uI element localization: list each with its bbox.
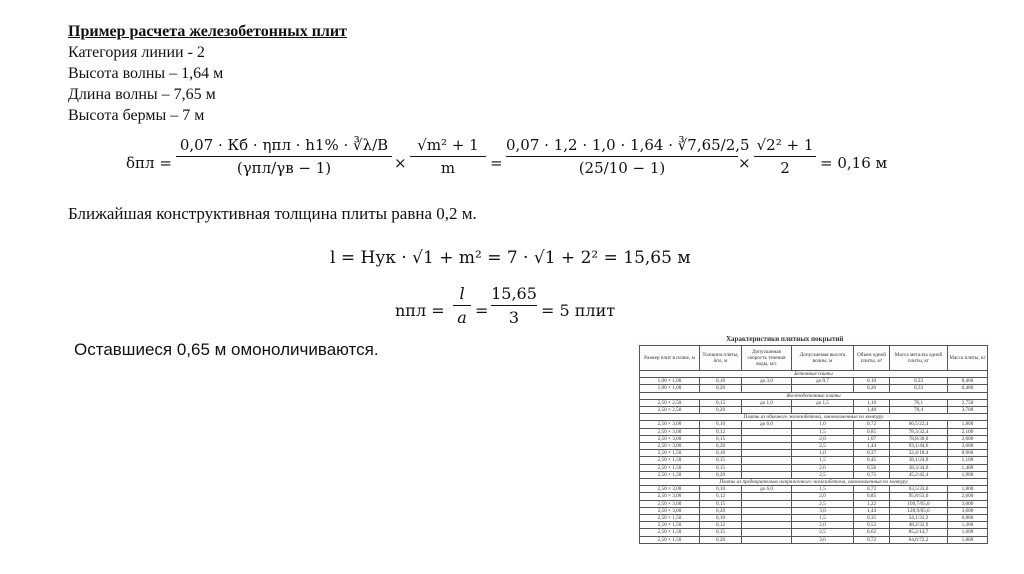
table-cell: 1,5	[792, 428, 854, 435]
table-cell: 70,1	[890, 399, 948, 406]
table-header: Допускаемая скорость течения воды, м/с	[742, 346, 792, 371]
table-cell	[742, 457, 792, 464]
fraction-denominator: 2	[780, 159, 790, 177]
table-cell	[742, 507, 792, 514]
table-cell: 2,5	[792, 529, 854, 536]
table-header: Допускаемая высота волны, м	[792, 346, 854, 371]
table-cell	[792, 385, 854, 392]
table-cell: 0,62	[854, 529, 890, 536]
thickness-statement: Ближайшая конструктивная толщина плиты равна 0,2 м.	[68, 204, 477, 223]
formula-fraction-values	[491, 284, 537, 327]
table-cell: 0,10	[700, 421, 742, 428]
equals-sign: =	[475, 301, 489, 320]
table-cell: 0,400	[948, 378, 988, 385]
table-row	[640, 522, 988, 529]
table-cell: 0,33	[890, 385, 948, 392]
table-row	[640, 450, 988, 457]
table-cell: 78,8/30,0	[890, 435, 948, 442]
table-cell: 0,15	[700, 500, 742, 507]
table-cell: 2,50 × 2,50	[640, 407, 700, 414]
table-section-label: Плиты из обычного железобетона, омоноличенные по контуру	[640, 414, 988, 421]
table-cell: 95,8/53,0	[890, 493, 948, 500]
table-cell: 38,3/34,0	[890, 464, 948, 471]
table-cell: 0,85	[854, 428, 890, 435]
table-cell	[742, 407, 792, 414]
plate-characteristics-table	[639, 345, 988, 544]
table-row	[640, 493, 988, 500]
table-cell: 1,300	[948, 522, 988, 529]
table-cell: 2,50 × 2,50	[640, 399, 700, 406]
table-cell: 0,56	[854, 464, 890, 471]
table-cell: 2,0	[792, 464, 854, 471]
formula-plate-count	[395, 284, 635, 334]
table-cell: 45,2/42,4	[890, 471, 948, 478]
table-cell	[742, 435, 792, 442]
table-cell: 1,600	[948, 529, 988, 536]
table-cell: 1,10	[854, 399, 890, 406]
fraction-numerator: 0,07 · Кб · ηпл · h1% · ∛λ/B	[179, 136, 389, 154]
table-row	[640, 515, 988, 522]
table-cell: 2,50 × 1,50	[640, 536, 700, 543]
table-cell: 0,20	[700, 471, 742, 478]
table-cell	[742, 443, 792, 450]
table-cell: 1,5	[792, 515, 854, 522]
table-cell: 2,5	[792, 471, 854, 478]
table-cell: 0,75	[854, 471, 890, 478]
table-cell: 3,600	[948, 507, 988, 514]
table-cell: 1,44	[854, 443, 890, 450]
table-cell: 1,00 × 1,00	[640, 378, 700, 385]
table-cell: 2,50 × 3,00	[640, 507, 700, 514]
table-cell: 1,900	[948, 471, 988, 478]
table-cell: 0,900	[948, 450, 988, 457]
table-cell: 2,50 × 3,00	[640, 493, 700, 500]
table-cell: до 6,0	[742, 486, 792, 493]
table-cell: 0,20	[854, 385, 890, 392]
table-cell: 2,50 × 1,50	[640, 471, 700, 478]
table-cell: 0,15	[700, 457, 742, 464]
table-row	[640, 500, 988, 507]
table-section-row	[640, 392, 988, 399]
table-cell: 0,10	[700, 486, 742, 493]
formula-length: l = Hук · √1 + m² = 7 · √1 + 2² = 15,65 м	[330, 248, 691, 268]
formula-result: = 0,16 м	[820, 154, 888, 172]
table-cell: 2,50 × 3,00	[640, 435, 700, 442]
table-cell: 0,15	[700, 399, 742, 406]
table-cell: 2,50 × 1,50	[640, 522, 700, 529]
table-cell: 0,20	[700, 507, 742, 514]
table-row	[640, 536, 988, 543]
fraction-bar	[491, 305, 537, 306]
formula-fraction-3	[506, 136, 750, 177]
table-cell: 3,000	[948, 500, 988, 507]
table-section-row	[640, 371, 988, 378]
table-cell: 1,800	[948, 421, 988, 428]
fraction-denominator: (25/10 − 1)	[578, 159, 666, 177]
table-cell: 63,5/33,0	[890, 486, 948, 493]
table-row	[640, 529, 988, 536]
table-cell: 0,72	[854, 536, 890, 543]
fraction-bar	[453, 305, 471, 306]
fraction-denominator: 3	[508, 308, 520, 327]
table-cell	[742, 536, 792, 543]
multiply-sign: ×	[394, 154, 407, 172]
table-cell: 1,0	[792, 421, 854, 428]
param-line-category: Категория линии - 2	[68, 44, 205, 61]
table-cell: 0,45	[854, 457, 890, 464]
table-cell	[742, 529, 792, 536]
table-cell: 2,100	[948, 428, 988, 435]
table-cell: 0,20	[700, 385, 742, 392]
table-section-label: Бетонные плиты	[640, 371, 988, 378]
fraction-numerator: √2² + 1	[756, 136, 814, 154]
table-cell: 109,7/65,0	[890, 500, 948, 507]
table-row	[640, 428, 988, 435]
table-cell: 1,400	[948, 464, 988, 471]
table-cell: 2,600	[948, 435, 988, 442]
table-cell: 0,37	[854, 450, 890, 457]
table-cell: 0,52	[854, 522, 890, 529]
table-row	[640, 435, 988, 442]
table-cell: 2,600	[948, 493, 988, 500]
formula-fraction-l-a	[453, 284, 471, 327]
fraction-numerator: 0,07 · 1,2 · 1,0 · 1,64 · ∛7,65/2,5	[506, 136, 750, 154]
table-cell: до 1,0	[742, 399, 792, 406]
table-cell: 128,9/85,0	[890, 507, 948, 514]
table-cell: 2,5	[792, 443, 854, 450]
table-cell: 3,0	[792, 536, 854, 543]
formula-thickness	[126, 132, 896, 194]
table-cell: 2,50 × 1,50	[640, 450, 700, 457]
table-cell: 3,700	[948, 407, 988, 414]
table-cell: 2,50 × 1,50	[640, 529, 700, 536]
table-cell: 3,600	[948, 443, 988, 450]
table-cell: 2,50 × 3,00	[640, 486, 700, 493]
table-cell: 32,4/18,4	[890, 450, 948, 457]
table-cell: 85,2/14,7	[890, 529, 948, 536]
table-cell: 2,50 × 1,50	[640, 464, 700, 471]
table-cell: 2,5	[792, 500, 854, 507]
table-cell: 1,100	[948, 457, 988, 464]
table-cell: 48,2/32,9	[890, 522, 948, 529]
table-row	[640, 486, 988, 493]
table-cell: 0,35	[854, 515, 890, 522]
fraction-denominator: (γпл/γв − 1)	[236, 159, 332, 177]
table-cell: 2,50 × 3,00	[640, 500, 700, 507]
table-cell: 2,50 × 1,50	[640, 515, 700, 522]
table-cell	[742, 515, 792, 522]
table-row	[640, 507, 988, 514]
table-cell	[792, 407, 854, 414]
fraction-bar	[176, 156, 392, 157]
table-cell: до 0,7	[792, 378, 854, 385]
table-cell	[742, 428, 792, 435]
table-cell: 0,72	[854, 421, 890, 428]
table-cell	[742, 500, 792, 507]
table-section-row	[640, 479, 988, 486]
fraction-bar	[410, 156, 486, 157]
table-cell: 2,50 × 1,50	[640, 457, 700, 464]
table-cell: 0,20	[700, 443, 742, 450]
table-row	[640, 457, 988, 464]
table-cell: 0,23	[890, 378, 948, 385]
table-cell: 1,44	[854, 507, 890, 514]
remainder-statement: Оставшиеся 0,65 м омоноличиваются.	[74, 340, 379, 359]
table-cell: 0,15	[700, 529, 742, 536]
table-cell: 0,20	[700, 407, 742, 414]
table-cell: до 6,0	[742, 421, 792, 428]
table-cell	[742, 471, 792, 478]
table-cell	[742, 385, 792, 392]
table-header-row	[640, 346, 988, 371]
table-cell: 0,15	[700, 464, 742, 471]
fraction-numerator: l	[459, 284, 465, 303]
table-cell: 0,15	[700, 435, 742, 442]
table-cell: 1,48	[854, 407, 890, 414]
fraction-denominator: a	[457, 308, 467, 327]
formula-lhs: δпл =	[126, 154, 172, 172]
table-header: Размер плит в плане, м	[640, 346, 700, 371]
table-row	[640, 443, 988, 450]
formula-fraction-2	[410, 136, 486, 177]
formula-lhs: nпл =	[395, 301, 445, 320]
slide-title: Пример расчета железобетонных плит	[68, 23, 347, 40]
table-cell: 78,3/32,4	[890, 428, 948, 435]
table-header: Масса металла одной плиты, кг	[890, 346, 948, 371]
param-berm-height: Высота бермы – 7 м	[68, 107, 205, 124]
table-cell: 0,12	[700, 493, 742, 500]
fraction-bar	[506, 156, 738, 157]
equals-sign: =	[490, 154, 503, 172]
table-cell: 78,4	[890, 407, 948, 414]
fraction-numerator: √m² + 1	[417, 136, 479, 154]
table-cell: 3,0	[792, 507, 854, 514]
table-header: Объем одной плиты, м³	[854, 346, 890, 371]
table-cell: до 3,0	[742, 378, 792, 385]
table-section-row	[640, 414, 988, 421]
formula-fraction-4	[754, 136, 816, 177]
table-cell: 2,50 × 3,00	[640, 421, 700, 428]
table-title: Характеристики плитных покрытий	[726, 335, 844, 343]
reference-table-image	[636, 335, 990, 545]
table-cell: 93,1/44,6	[890, 443, 948, 450]
fraction-bar	[754, 156, 816, 157]
table-cell: 0,12	[700, 522, 742, 529]
table-cell: 2,750	[948, 399, 988, 406]
table-cell: 1,00 × 1,00	[640, 385, 700, 392]
table-cell: 0,20	[700, 536, 742, 543]
table-row	[640, 464, 988, 471]
table-cell	[742, 450, 792, 457]
table-cell: 0,880	[948, 515, 988, 522]
table-cell: 64,6/72,2	[890, 536, 948, 543]
table-cell: 0,10	[700, 378, 742, 385]
table-cell: до 1,5	[792, 399, 854, 406]
table-cell: 2,0	[792, 493, 854, 500]
table-cell	[742, 493, 792, 500]
table-row	[640, 385, 988, 392]
table-header: Масса плиты, кг	[948, 346, 988, 371]
table-cell: 2,0	[792, 435, 854, 442]
table-row	[640, 421, 988, 428]
table-section-label: Плиты из предварительно напряженного железобетона, омоноличенные по контуру	[640, 479, 988, 486]
table-cell	[742, 522, 792, 529]
formula-fraction-1	[176, 136, 392, 177]
table-cell: 2,50 × 3,00	[640, 428, 700, 435]
table-cell: 1,800	[948, 486, 988, 493]
param-wave-height: Высота волны – 1,64 м	[68, 65, 224, 82]
multiply-sign: ×	[738, 154, 751, 172]
fraction-denominator: m	[440, 159, 456, 177]
table-cell: 2,50 × 3,00	[640, 443, 700, 450]
param-wave-length: Длина волны – 7,65 м	[68, 86, 216, 103]
table-cell: 0,85	[854, 493, 890, 500]
table-cell: 0,72	[854, 486, 890, 493]
table-header: Толщина плиты, δпл, м	[700, 346, 742, 371]
table-cell: 0,10	[700, 515, 742, 522]
table-cell: 66,5/22,4	[890, 421, 948, 428]
table-cell	[742, 464, 792, 471]
table-cell: 1,0	[792, 450, 854, 457]
fraction-numerator: 15,65	[491, 284, 537, 303]
table-cell: 0,10	[700, 450, 742, 457]
table-row	[640, 399, 988, 406]
table-cell: 1,07	[854, 435, 890, 442]
table-cell: 0,12	[700, 428, 742, 435]
table-row	[640, 407, 988, 414]
table-cell: 1,22	[854, 500, 890, 507]
table-row	[640, 378, 988, 385]
table-section-label: Железобетонные плиты	[640, 392, 988, 399]
table-cell: 38,1/24,0	[890, 457, 948, 464]
table-cell: 0,10	[854, 378, 890, 385]
table-cell: 1,5	[792, 457, 854, 464]
table-row	[640, 471, 988, 478]
table-cell: 0,480	[948, 385, 988, 392]
table-cell: 34,1/31,2	[890, 515, 948, 522]
table-cell: 1,800	[948, 536, 988, 543]
table-cell: 1,5	[792, 486, 854, 493]
formula-result: = 5 плит	[541, 301, 616, 320]
table-cell: 2,0	[792, 522, 854, 529]
